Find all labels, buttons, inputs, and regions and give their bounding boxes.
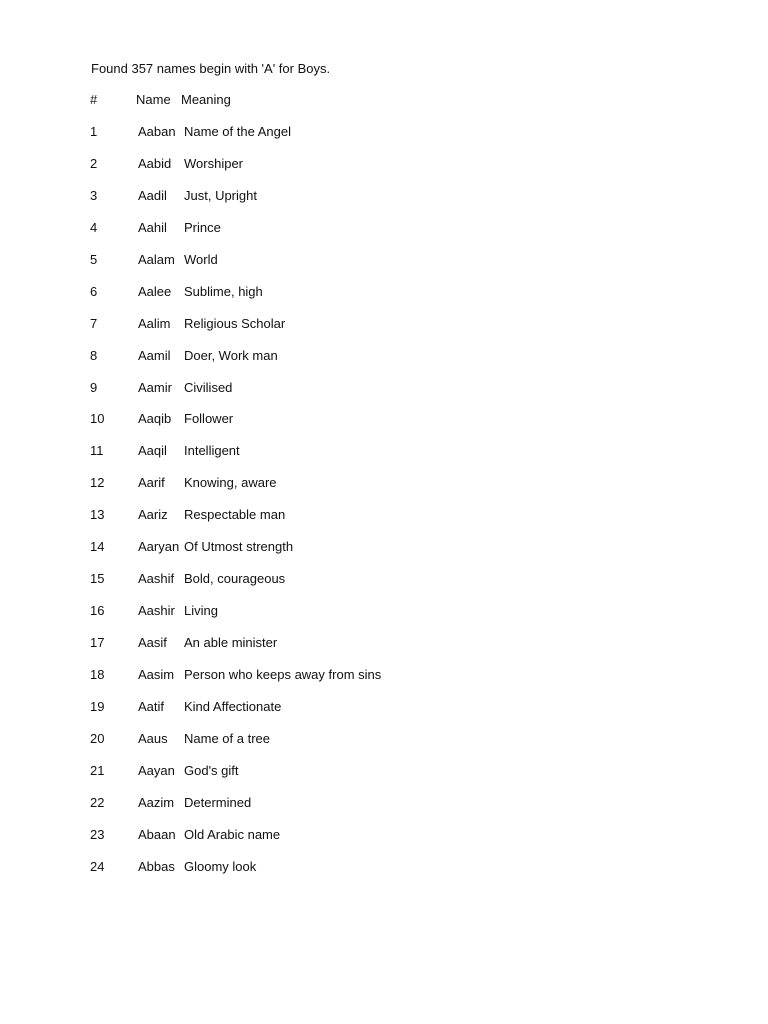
table-row [0,220,768,252]
row-name: Aalam [138,251,175,267]
names-table [0,124,768,891]
table-row [0,827,768,859]
table-row [0,507,768,539]
row-name: Aadil [138,187,167,203]
row-meaning: Bold, courageous [184,571,286,587]
row-number: 7 [90,315,98,331]
row-meaning: Of Utmost strength [184,539,294,555]
row-name: Aasif [138,635,167,650]
row-meaning: Doer, Work man [184,347,278,363]
row-number: 2 [90,155,98,171]
row-number: 3 [90,187,98,203]
row-meaning: An able minister [184,635,278,650]
table-row [0,571,768,603]
table-row [0,699,768,731]
row-meaning: Intelligent [184,443,240,459]
table-row [0,411,768,443]
table-row [0,443,768,475]
row-name: Aashir [138,603,175,619]
row-number: 17 [90,635,105,650]
row-meaning: Name of a tree [184,730,270,746]
row-name: Aahil [138,219,167,235]
row-number: 14 [90,539,105,555]
row-number: 18 [90,666,105,682]
row-name: Aabid [138,155,172,171]
row-number: 4 [90,219,98,235]
row-number: 23 [90,826,105,842]
table-row [0,635,768,667]
table-row [0,188,768,220]
table-row [0,252,768,284]
row-name: Aamil [138,347,171,363]
row-meaning: Gloomy look [184,858,257,874]
page-title: Found 357 names begin with 'A' for Boys. [91,61,331,76]
row-name: Aatif [138,698,165,714]
row-number: 5 [90,251,98,267]
row-number: 19 [90,698,105,714]
row-meaning: God's gift [184,762,239,778]
row-name: Aaryan [138,539,180,555]
table-row [0,763,768,795]
row-meaning: Determined [184,794,252,810]
table-row [0,795,768,827]
row-number: 6 [90,283,98,299]
header-number: # [90,92,98,107]
row-number: 22 [90,794,105,810]
table-row [0,667,768,699]
row-name: Aazim [138,794,175,810]
row-meaning: Just, Upright [184,187,257,203]
row-meaning: Follower [184,411,234,427]
row-meaning: World [184,251,218,267]
row-number: 24 [90,858,105,874]
row-number: 13 [90,507,105,523]
row-number: 21 [90,762,105,778]
table-row [0,284,768,316]
row-name: Abaan [138,826,176,842]
row-name: Aaqil [138,443,167,459]
row-meaning: Name of the Angel [184,124,291,139]
table-row [0,731,768,763]
row-name: Aarif [138,475,165,491]
row-meaning: Sublime, high [184,283,263,299]
header-name: Name [136,92,171,107]
row-meaning: Person who keeps away from sins [184,666,382,682]
row-number: 10 [90,411,105,427]
table-row [0,156,768,188]
table-row [0,475,768,507]
row-name: Aalee [138,283,172,299]
row-name: Aasim [138,666,175,682]
header-meaning: Meaning [181,92,231,107]
row-name: Aamir [138,379,172,395]
row-meaning: Worshiper [184,155,244,171]
row-name: Aariz [138,507,168,523]
row-number: 9 [90,379,98,395]
row-meaning: Knowing, aware [184,475,277,491]
row-number: 12 [90,475,105,491]
row-meaning: Old Arabic name [184,826,281,842]
row-name: Aaqib [138,411,172,427]
row-meaning: Civilised [184,379,233,395]
table-row [0,348,768,380]
table-header [0,92,768,110]
row-meaning: Religious Scholar [184,315,286,331]
row-name: Abbas [138,858,175,874]
table-row [0,124,768,156]
row-meaning: Kind Affectionate [184,698,282,714]
row-name: Aashif [138,571,175,587]
row-name: Aayan [138,762,175,778]
row-number: 1 [90,124,98,139]
row-name: Aaus [138,730,168,746]
row-number: 8 [90,347,98,363]
row-number: 16 [90,603,105,619]
table-row [0,316,768,348]
table-row [0,539,768,571]
row-name: Aaban [138,124,176,139]
row-meaning: Living [184,603,218,619]
row-meaning: Prince [184,219,221,235]
row-number: 11 [90,443,104,459]
row-meaning: Respectable man [184,507,286,523]
table-row [0,380,768,412]
table-row [0,859,768,891]
row-number: 15 [90,571,105,587]
table-row [0,603,768,635]
row-number: 20 [90,730,105,746]
row-name: Aalim [138,315,171,331]
